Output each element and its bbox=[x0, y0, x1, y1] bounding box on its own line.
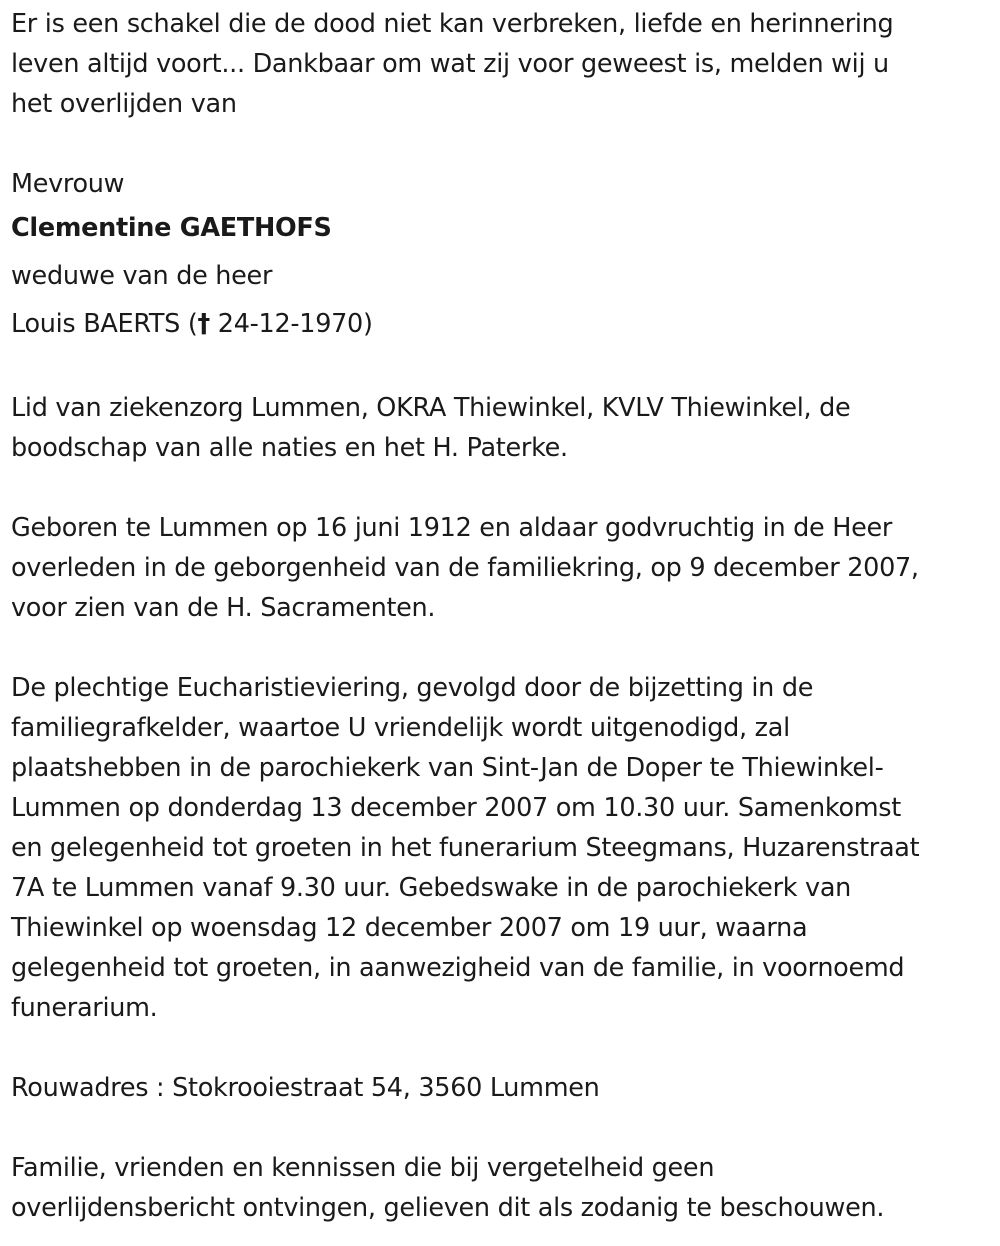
closing-line: overlijdensbericht ontvingen, gelieven dit als zodanig te beschouwen. bbox=[11, 1193, 885, 1223]
spouse-name: Louis BAERTS ( bbox=[11, 309, 198, 339]
intro-line: het overlijden van bbox=[11, 89, 237, 119]
birth-death-line: Geboren te Lummen op 16 juni 1912 en aldaar godvruchtig in de Heer bbox=[11, 513, 893, 543]
ceremony-line: funerarium. bbox=[11, 993, 158, 1023]
spouse-line bbox=[11, 300, 1000, 348]
closing-paragraph bbox=[11, 1148, 1000, 1228]
closing-line: Familie, vrienden en kennissen die bij vergetelheid geen bbox=[11, 1153, 715, 1183]
ceremony-line: en gelegenheid tot groeten in het funerarium Steegmans, Huzarenstraat bbox=[11, 833, 920, 863]
birth-death-paragraph bbox=[11, 508, 1000, 628]
spacer bbox=[11, 348, 1000, 388]
spacer bbox=[11, 1108, 1000, 1148]
spacer bbox=[11, 124, 1000, 164]
spouse-death-date: 24-12-1970) bbox=[209, 309, 373, 339]
birth-death-line: overleden in de geborgenheid van de familiekring, op 9 december 2007, bbox=[11, 553, 919, 583]
ceremony-line: plaatshebben in de parochiekerk van Sint-Jan de Doper te Thiewinkel- bbox=[11, 753, 884, 783]
spacer bbox=[11, 628, 1000, 668]
membership-paragraph bbox=[11, 388, 1000, 468]
membership-line: Lid van ziekenzorg Lummen, OKRA Thiewinkel, KVLV Thiewinkel, de bbox=[11, 393, 851, 423]
ceremony-line: Thiewinkel op woensdag 12 december 2007 om 19 uur, waarna bbox=[11, 913, 808, 943]
spacer bbox=[11, 1028, 1000, 1068]
deceased-name: Clementine GAETHOFS bbox=[11, 213, 332, 243]
spacer bbox=[11, 468, 1000, 508]
ceremony-paragraph bbox=[11, 668, 1000, 1028]
widow-of: weduwe van de heer bbox=[11, 261, 273, 291]
intro-line: leven altijd voort... Dankbaar om wat zij voor geweest is, melden wij u bbox=[11, 49, 889, 79]
ceremony-line: gelegenheid tot groeten, in aanwezigheid van de familie, in voornoemd bbox=[11, 953, 905, 983]
ceremony-line: familiegrafkelder, waartoe U vriendelijk wordt uitgenodigd, zal bbox=[11, 713, 790, 743]
salutation: Mevrouw bbox=[11, 169, 125, 199]
ceremony-line: 7A te Lummen vanaf 9.30 uur. Gebedswake in de parochiekerk van bbox=[11, 873, 852, 903]
ceremony-line: De plechtige Eucharistieviering, gevolgd door de bijzetting in de bbox=[11, 673, 814, 703]
intro-line: Er is een schakel die de dood niet kan verbreken, liefde en herinnering bbox=[11, 9, 894, 39]
mourning-address: Rouwadres : Stokrooiestraat 54, 3560 Lummen bbox=[11, 1073, 600, 1103]
cross-icon: † bbox=[197, 309, 210, 339]
intro-paragraph bbox=[11, 4, 1000, 124]
membership-line: boodschap van alle naties en het H. Paterke. bbox=[11, 433, 568, 463]
birth-death-line: voor zien van de H. Sacramenten. bbox=[11, 593, 436, 623]
ceremony-line: Lummen op donderdag 13 december 2007 om 10.30 uur. Samenkomst bbox=[11, 793, 901, 823]
